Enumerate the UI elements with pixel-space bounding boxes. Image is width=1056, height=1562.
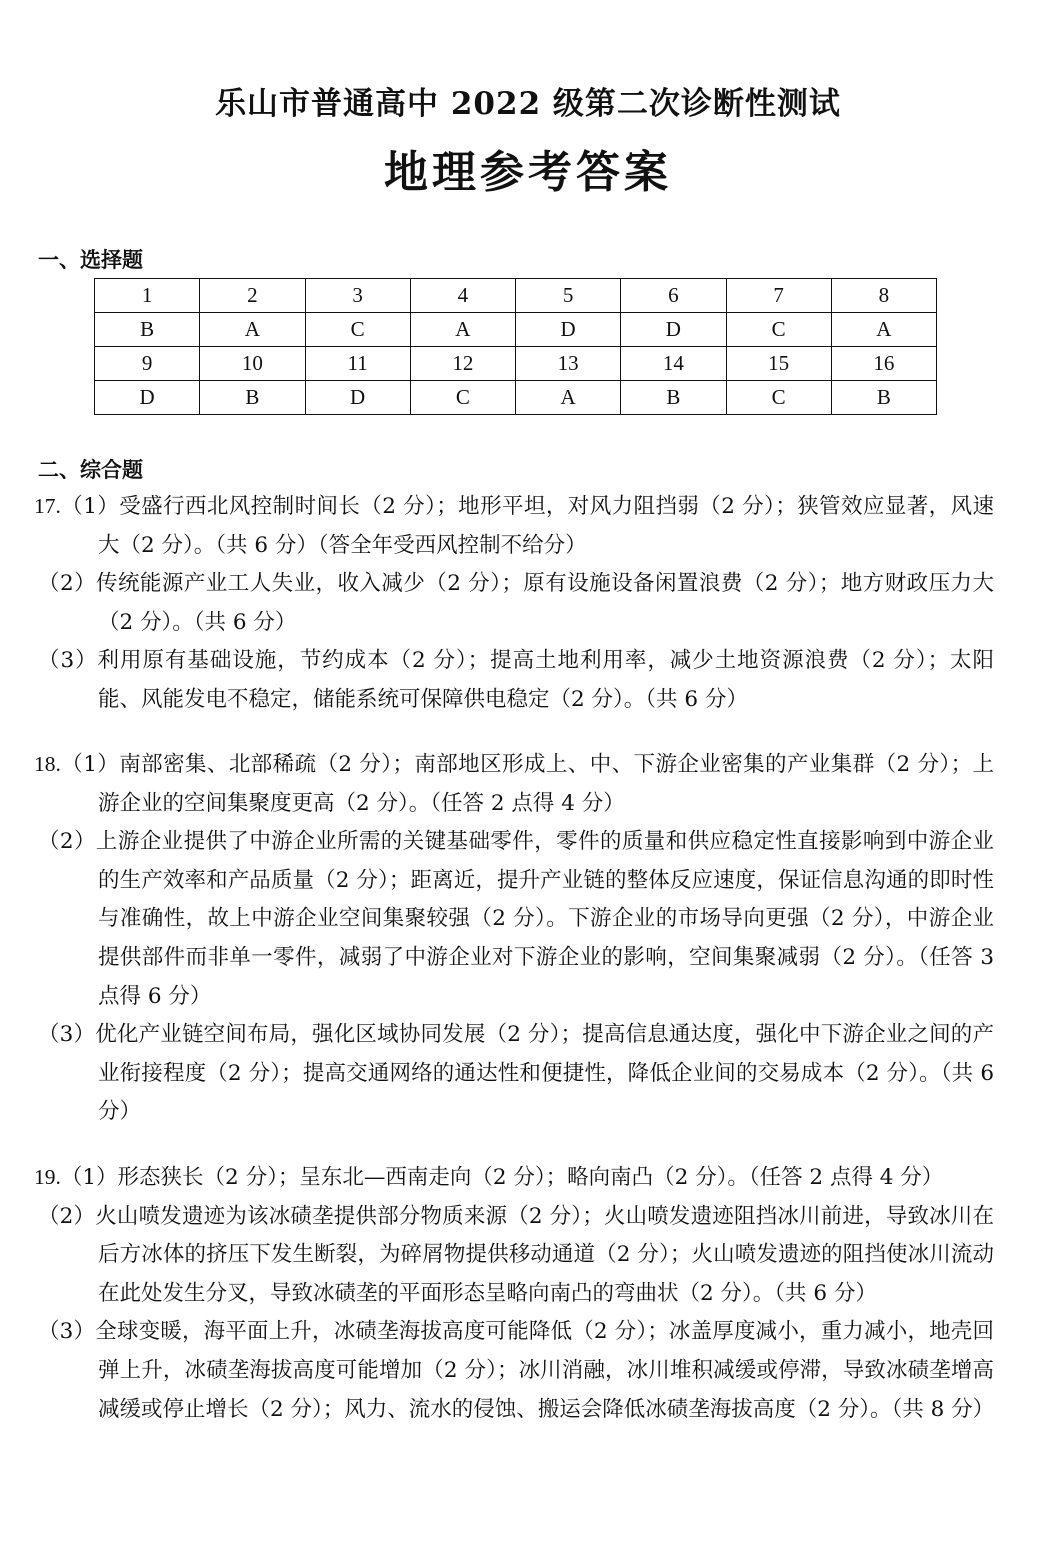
question-number-cell: 6 (621, 279, 726, 313)
question-17 (34, 487, 994, 720)
answer-cell: D (516, 313, 621, 347)
question-part: （2）传统能源产业工人失业，收入减少（2 分）；原有设施设备闲置浪费（2 分）；地方财政压力大（2 分）。（共 6 分） (38, 571, 994, 635)
answer-text: （1）受盛行西北风控制时间长（2 分）；地形平坦，对风力阻挡弱（2 分）；狭管效应显著，风速大（2 分）。（共 6 分）（答全年受西风控制不给分） (60, 494, 994, 558)
question-number-row (95, 279, 937, 313)
answer-cell: A (516, 381, 621, 415)
question-number-cell: 12 (410, 347, 515, 381)
question-number-cell: 7 (726, 279, 831, 313)
question-number-cell: 10 (200, 347, 305, 381)
answer-cell: B (831, 381, 936, 415)
answer-letter-row (95, 381, 937, 415)
answer-cell: C (410, 381, 515, 415)
question-number: 18. (34, 752, 61, 776)
section-comprehensive-heading: 二、综合题 (38, 457, 143, 482)
question-18 (34, 745, 994, 1132)
exam-title: 乐山市普通高中 2022 级第二次诊断性测试 (215, 86, 841, 122)
answer-cell: B (95, 313, 200, 347)
answer-cell: D (305, 381, 410, 415)
answer-cell: D (621, 313, 726, 347)
question-number: 17. (34, 494, 61, 518)
question-number-cell: 15 (726, 347, 831, 381)
multiple-choice-answer-table (94, 278, 937, 415)
question-part: （3）优化产业链空间布局，强化区域协同发展（2 分）；提高信息通达度，强化中下游企业之间的产业衔接程度（2 分）；提高交通网络的通达性和便捷性，降低企业间的交易成本（2 分）。（共 6 分） (38, 1022, 994, 1125)
question-number: 19. (34, 1165, 61, 1189)
answer-cell: B (621, 381, 726, 415)
question-number-cell: 8 (831, 279, 936, 313)
question-part: （3）利用原有基础设施，节约成本（2 分）；提高土地利用率，减少土地资源浪费（2 分）；太阳能、风能发电不稳定，储能系统可保障供电稳定（2 分）。（共 6 分） (38, 648, 994, 712)
answer-cell: A (410, 313, 515, 347)
question-part (34, 1158, 994, 1198)
question-part: （3）全球变暖，海平面上升，冰碛垄海拔高度可能降低（2 分）；冰盖厚度减小，重力减小，地壳回弹上升，冰碛垄海拔高度可能增加（2 分）；冰川消融，冰川堆积减缓或停滞，导致冰碛垄增高减缓或停止增长（2 分）；风力、流水的侵蚀、搬运会降低冰碛垄海拔高度（2 分）。（共 8 分） (38, 1319, 995, 1422)
answer-key-title: 地理参考答案 (384, 147, 672, 198)
answer-cell: A (831, 313, 936, 347)
question-number-cell: 9 (95, 347, 200, 381)
question-number-row (95, 347, 937, 381)
question-part (34, 487, 994, 565)
question-number-cell: 14 (621, 347, 726, 381)
section-multiple-choice-heading: 一、选择题 (38, 247, 143, 272)
answer-cell: C (305, 313, 410, 347)
answer-cell: B (200, 381, 305, 415)
question-number-cell: 3 (305, 279, 410, 313)
answer-cell: A (200, 313, 305, 347)
question-number-cell: 13 (516, 347, 621, 381)
question-number-cell: 5 (516, 279, 621, 313)
question-part: （2）火山喷发遗迹为该冰碛垄提供部分物质来源（2 分）；火山喷发遗迹阻挡冰川前进，导致冰川在后方冰体的挤压下发生断裂，为碎屑物提供移动通道（2 分）；火山喷发遗迹的阻挡使冰川流动在此处发生分叉，导致冰碛垄的平面形态呈略向南凸的弯曲状（2 分）。（共 6 分） (38, 1203, 994, 1306)
question-number-cell: 11 (305, 347, 410, 381)
answer-text: （1）南部密集、北部稀疏（2 分）；南部地区形成上、中、下游企业密集的产业集群（2 分）；上游企业的空间集聚度更高（2 分）。（任答 2 点得 4 分） (60, 752, 994, 816)
question-part (34, 745, 994, 823)
question-number-cell: 16 (831, 347, 936, 381)
question-19 (34, 1158, 994, 1429)
answer-letter-row (95, 313, 937, 347)
answer-cell: D (95, 381, 200, 415)
question-number-cell: 4 (410, 279, 515, 313)
answer-cell: C (726, 381, 831, 415)
question-number-cell: 2 (200, 279, 305, 313)
question-part: （2）上游企业提供了中游企业所需的关键基础零件，零件的质量和供应稳定性直接影响到中游企业的生产效率和产品质量（2 分）；距离近，提升产业链的整体反应速度，保证信息沟通的即时性与准确性，故上中游企业空间集聚较强（2 分）。下游企业的市场导向更强（2 分），中游企业提供部件而非单一零件，减弱了中游企业对下游企业的影响，空间集聚减弱（2 分）。（任答 3 点得 6 分） (38, 829, 994, 1009)
answer-cell: C (726, 313, 831, 347)
answer-text: （1）形态狭长（2 分）；呈东北—西南走向（2 分）；略向南凸（2 分）。（任答 2 点得 4 分） (60, 1165, 944, 1190)
question-number-cell: 1 (95, 279, 200, 313)
